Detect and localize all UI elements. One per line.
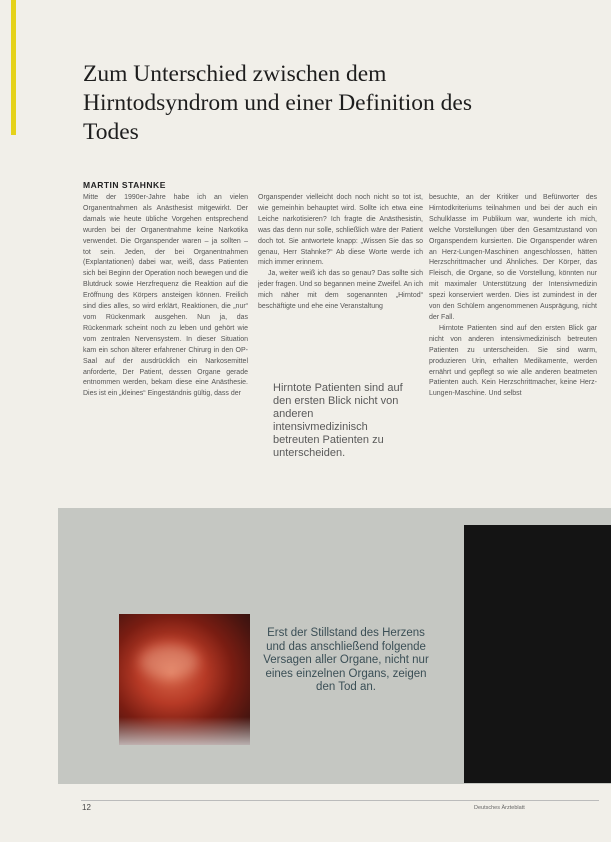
organ-photo [119, 614, 250, 745]
body-paragraph: Ja, weiter weiß ich das so genau? Das sollte sich jeder fragen. Und so begannen meine Zweifel. An ich mich näher mit dem sogenannten „Hirntod“ beschäftigte und ehe eine Veranstaltung [258, 270, 423, 311]
pull-quote: Hirntote Patienten sind auf den ersten Blick nicht von anderen intensivmedizinisch betreuten Patienten zu unterscheiden. [273, 382, 403, 459]
accent-bar [11, 0, 16, 135]
body-paragraph: Hirntote Patienten sind auf den ersten Blick gar nicht von anderen intensivmedizinisch betreuten Patienten zu unterscheiden. Sie sind warm, produzieren Urin, erhalten Medikamente, werden ernährt und gepflegt so wie alle anderen beatmeten Patienten auch. Kein Herzschrittmacher, keine Herz-Lungen-Maschine. Und selbst [429, 324, 597, 398]
body-paragraph: Organspender vielleicht doch noch nicht so tot ist, wie gemeinhin behauptet wird. Sollte ich etwa eine Leiche narkotisieren? Ich fragte die Anästhesistin, was das denn nur solle, schließlich wäre der Patient doch tot. Sie antwortete knapp: „Wissen Sie das so genau, Herr Stahnke?“ Ab diese Worte werde ich mich immer erinnern. [258, 194, 423, 267]
author-name: MARTIN STAHNKE [83, 180, 166, 190]
body-paragraph: besuchte, an der Kritiker und Befürworter des Hirntodkriteriums teilnahmen und bei der auch ein Schulklasse im Publikum war, wunderte ich mich, welche Vorstellungen über den Gesamtzustand von Organspendern kursierten. Die Organspender wären an Herz-Lungen-Maschinen angeschlossen, hätten Herzschrittmacher und Ähnliches. Der Körper, das Fleisch, die Organe, so die Vorstellung, könnten nur mit maximaler Unterstützung der Intensivmedizin spezi konserviert werden. Dies ist zumindest in der von den Schülern angenommenen Ausprägung, nicht der Fall. [429, 194, 597, 321]
body-column-1 [83, 193, 248, 493]
body-column-2 [258, 193, 423, 340]
body-paragraph: Mitte der 1990er-Jahre habe ich an vielen Organentnahmen als Anästhesist mitgewirkt. Der damals wie heute übliche Vorgehen entsprechend wurden bei der Organentnahme keine Narkotika verwendet. Die Organspender waren – ja sollten – tot sein. Jeden, der bei Organentnahmen (Explantationen) dabei war, weiß, dass Patienten sich bei Beginn der Operation noch bewegen und die Blutdruck sowie Herzfrequenz die Reaktion auf die Eröffnung des Körpers ansteigen können. Freilich sind dies alles, so wird erklärt, Reaktionen, die „nur“ vom Rückenmark ausgehen. Nun ja, das Rückenmark scheint noch zu leben und gehört wie vom zentralen Nervensystem. In dieser Situation kam ein schon älterer erfahrener Chirurg in den OP-Saal auf der ausdrücklich ein Narkosemittel anforderte, Der Patient, dessen Organe gerade entnommen werden, bekam diese eine Anästhesie. Dies ist ein „kleines“ Eingeständnis gültig, dass der [83, 194, 248, 398]
photo-highlight [139, 644, 199, 679]
body-column-3 [429, 193, 597, 493]
journal-name: Deutsches Ärzteblatt [474, 805, 525, 811]
article-title: Zum Unterschied zwischen dem Hirntodsyndrom und einer Definition des Todes [83, 61, 472, 145]
page-number: 12 [82, 803, 91, 812]
footer-divider [81, 800, 599, 801]
dark-image-panel [464, 525, 611, 783]
photo-cloth [119, 717, 250, 745]
image-caption: Erst der Stillstand des Herzens und das anschließend folgende Versagen aller Organe, nicht nur eines einzelnen Organs, zeigen den Tod an. [263, 627, 429, 693]
